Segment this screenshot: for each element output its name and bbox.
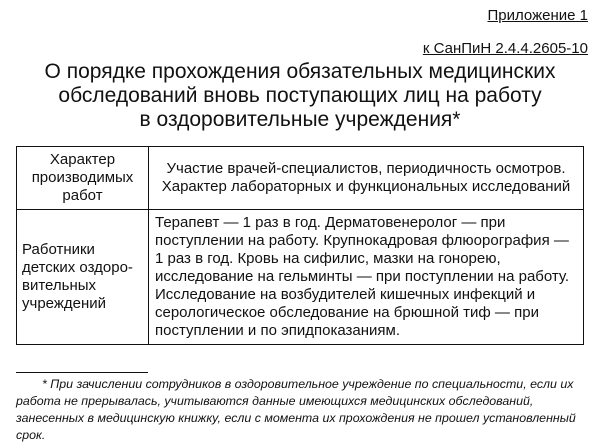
document-title [10, 60, 590, 132]
header-work-type: Характер производимых работ [17, 147, 149, 210]
header-requirements: Участие врачей-специалистов, периодичность осмотров. Характер лабораторных и функциональных исследований [149, 147, 584, 210]
appendix-reference: к СанПиН 2.4.4.2605-10 [422, 40, 588, 57]
table-header-row [17, 147, 584, 210]
appendix-note [423, 6, 588, 58]
footnote-text: * При зачислении сотрудников в оздоровительное учреждение по специальности, если их работа не прерывалась, учитываются данные имеющихся медицинских обследований, занесенных в медицинскую книжку, если с момента их прохождения не прошел установленный срок. [16, 377, 576, 442]
table-row [17, 210, 584, 345]
cell-work-type: Работники детских оздоро-вительных учреждений [17, 210, 149, 345]
appendix-label: Приложение 1 [487, 7, 588, 24]
title-line-2: обследований вновь поступающих лиц на работу [58, 84, 542, 107]
requirements-table [16, 146, 584, 345]
cell-requirements: Терапевт — 1 раз в год. Дерматовенеролог — при поступлении на работу. Крупнокадровая флюорография — 1 раз в год. Кровь на сифилис, мазки на гонорею, исследование на гельминты — при поступлении на работу. Исследование на возбудителей кишечных инфекций и серологическое обследование на брюшной тиф — при поступлении и по эпидпоказаниям. [149, 210, 584, 345]
title-line-3: в оздоровительные учреждения* [139, 108, 461, 131]
title-line-1: О порядке прохождения обязательных медицинских [44, 60, 556, 83]
footnote-divider [16, 372, 148, 373]
